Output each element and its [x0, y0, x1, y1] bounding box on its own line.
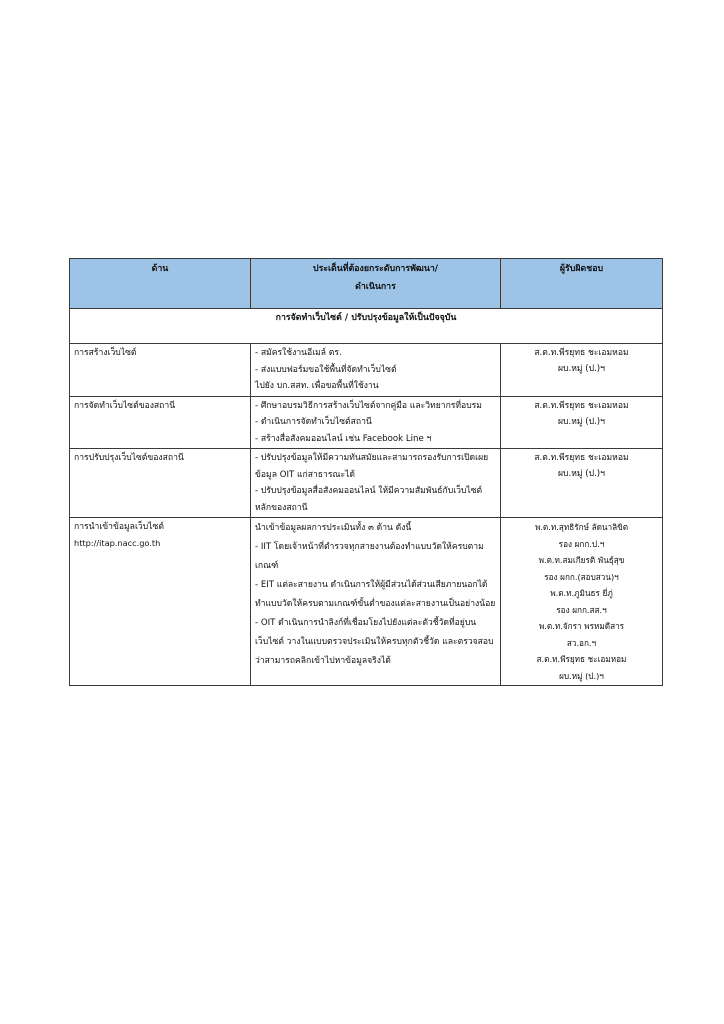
row-area: การนำเข้าข้อมูลเว็บไซต์ http://itap.nacc.go.th [70, 518, 251, 686]
row-responsible: พ.ต.ท.สุทธิรักษ์ ลัดนาลิขิต รอง ผกก.ป.ฯ พ.ต.ท.สมเกียรติ พันธุ์สุข รอง ผกก.(สอบสวน)ฯ พ.ต.ท.ภูมินธร ยี่ภู่ รอง ผกก.สส.ฯ พ.ต.ท.จักรา พรหมดีสาร สว.อก.ฯ ส.ต.ท.พีรยุทธ ชะเอมหอม ผบ.หมู่ (ป.)ฯ [501, 518, 663, 686]
header-responsible: ผู้รับผิดชอบ [501, 259, 663, 309]
row-area: การสร้างเว็บไซต์ [70, 344, 251, 397]
table-row [70, 396, 663, 449]
section-title: การจัดทำเว็บไซต์ / ปรับปรุงข้อมูลให้เป็นปัจจุบัน [70, 309, 663, 344]
row-responsible: ส.ต.ท.พีรยุทธ ชะเอมหอม ผบ.หมู่ (ป.)ฯ [501, 449, 663, 518]
row-area: การปรับปรุงเว็บไซต์ของสถานี [70, 449, 251, 518]
table-row [70, 518, 663, 686]
table-header-row [70, 259, 663, 309]
header-issue: ประเด็นที่ต้องยกระดับการพัฒนา/ ดำเนินการ [251, 259, 501, 309]
row-details: นำเข้าข้อมูลผลการประเมินทั้ง ๓ ด้าน ดังนี้ - IIT โดยเจ้าหน้าที่ตำรวจทุกสายงานต้องทำแบบวัดให้ครบตามเกณฑ์ - EIT แต่ละสายงาน ดำเนินการให้ผู้มีส่วนได้ส่วนเสียภายนอกได้ทำแบบวัดให้ครบตามเกณฑ์ขั้นต่ำของแต่ละสายงานเป็นอย่างน้อย - OIT ดำเนินการนำลิงก์ที่เชื่อมโยงไปยังแต่ละตัวชี้วัดที่อยู่บนเว็บไซต์ วางในแบบตรวจประเมินให้ครบทุกตัวชี้วัด และตรวจสอบว่าสามารถคลิกเข้าไปหาข้อมูลจริงได้ [251, 518, 501, 686]
section-row [70, 309, 663, 344]
row-details: - ศึกษาอบรมวิธีการสร้างเว็บไซต์จากคู่มือ และวิทยากรที่อบรม - ดำเนินการจัดทำเว็บไซต์สถานี - สร้างสื่อสังคมออนไลน์ เช่น Facebook Line ฯ [251, 396, 501, 449]
row-area: การจัดทำเว็บไซต์ของสถานี [70, 396, 251, 449]
header-area: ด้าน [70, 259, 251, 309]
row-details: - สมัครใช้งานอีเมล์ ตร. - ส่งแบบฟอร์มขอใช้พื้นที่จัดทำเว็บไซต์ ไปยัง บก.สสท. เพื่อขอพื้นที่ใช้งาน [251, 344, 501, 397]
row-details: - ปรับปรุงข้อมูลให้มีความทันสมัยและสามารถรองรับการเปิดเผย ข้อมูล OIT แก่สาธารณะได้ - ปรับปรุงข้อมูลสื่อสังคมออนไลน์ ให้มีความสัมพันธ์กับเว็บไซต์ หลักของสถานี [251, 449, 501, 518]
table-row [70, 344, 663, 397]
website-url: http://itap.nacc.go.th [74, 538, 161, 548]
development-plan-table [69, 258, 663, 686]
row-responsible: ส.ต.ท.พีรยุทธ ชะเอมหอม ผบ.หมู่ (ป.)ฯ [501, 396, 663, 449]
table-row [70, 449, 663, 518]
row-responsible: ส.ต.ท.พีรยุทธ ชะเอมหอม ผบ.หมู่ (ป.)ฯ [501, 344, 663, 397]
